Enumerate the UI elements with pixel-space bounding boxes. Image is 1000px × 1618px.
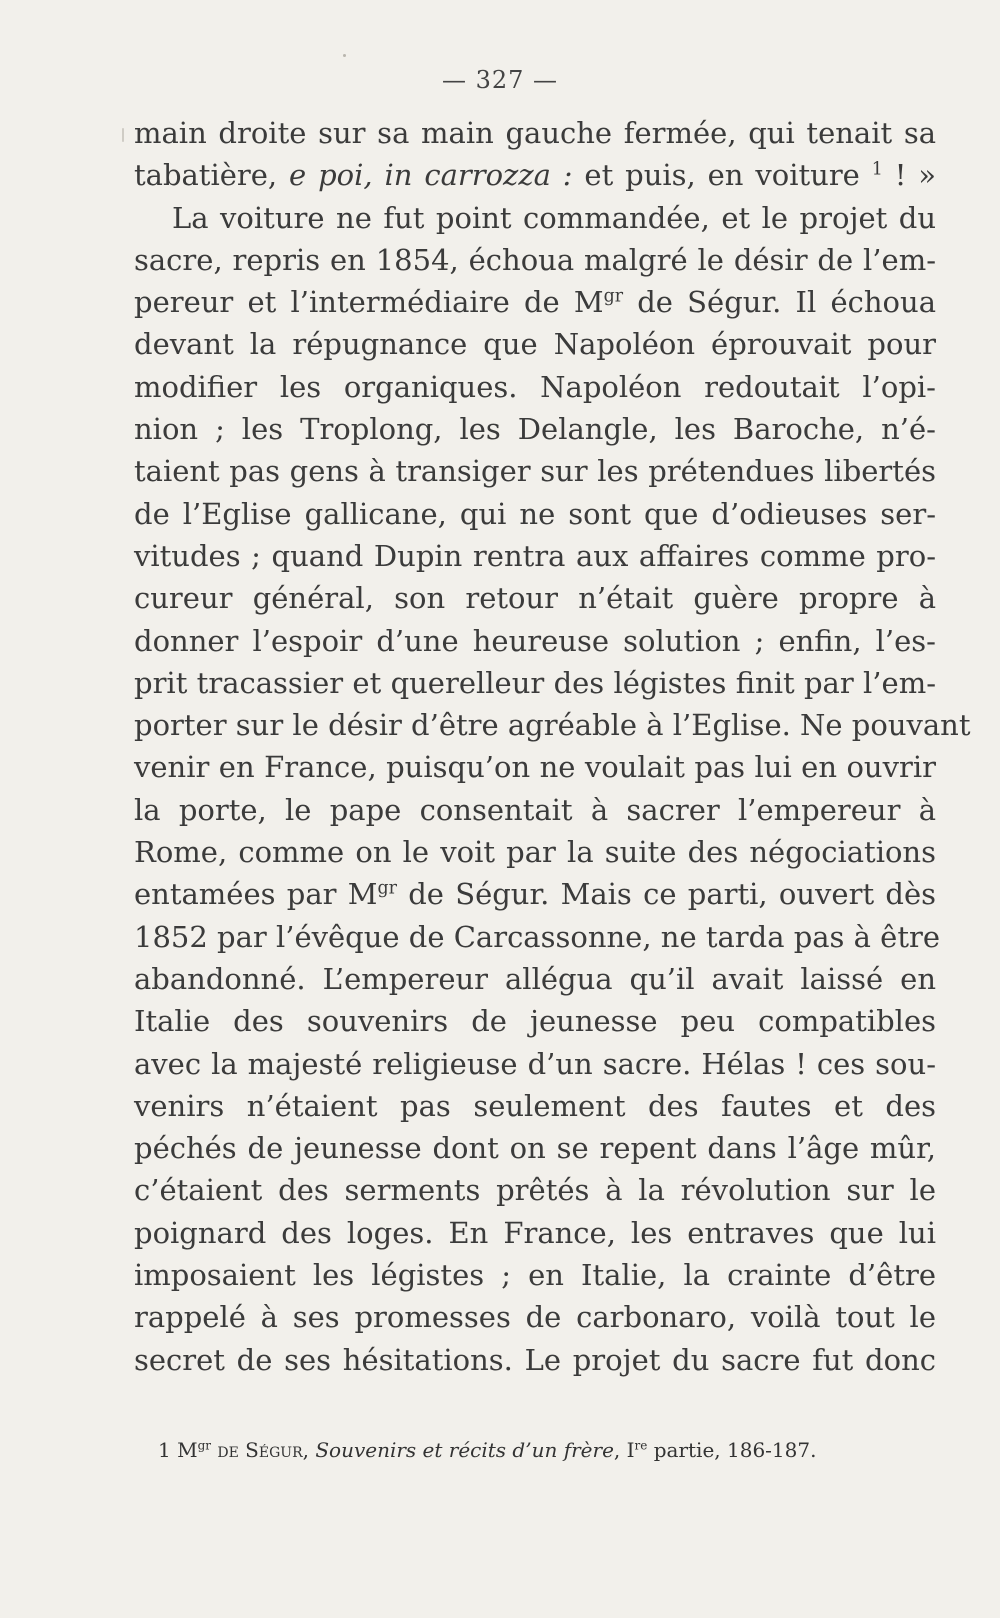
text-line <box>134 408 936 450</box>
text-run: tabatière, <box>134 158 290 193</box>
text-run: Italie des souvenirs de jeunesse peu compatibles <box>134 1004 936 1039</box>
text-line <box>134 323 936 365</box>
text-run: péchés de jeunesse dont on se repent dans l’âge mûr, <box>134 1131 936 1166</box>
text-line <box>134 493 936 535</box>
superscript: gr <box>377 878 397 899</box>
text-run: abandonné. L’empereur allégua qu’il avait laissé en <box>134 961 936 996</box>
text-run: porter sur le désir d’être agréable à l’Eglise. Ne pouvant <box>134 708 971 743</box>
superscript: gr <box>603 286 624 307</box>
paper-speck <box>343 54 346 57</box>
text-run: entamées par M <box>134 877 378 912</box>
text-line <box>134 1212 936 1254</box>
text-run: sacre, repris en 1854, échoua malgré le désir de l’em- <box>134 242 936 277</box>
page-number: — 327 — <box>441 66 559 94</box>
text-run: nion ; les Troplong, les Delangle, les Baroche, n’é- <box>134 412 936 447</box>
text-run: rappelé à ses promesses de carbonaro, voilà tout le <box>134 1300 936 1335</box>
footnote-abbr-sup: gr <box>197 1438 211 1453</box>
text-run: pereur et l’intermédiaire de M <box>134 285 604 320</box>
text-line <box>134 154 936 196</box>
text-run: poignard des loges. En France, les entraves que lui <box>134 1215 936 1250</box>
text-run: main droite sur sa main gauche fermée, qui tenait sa <box>134 116 936 150</box>
text-run: venir en France, puisqu’on ne voulait pas lui en ouvrir <box>134 750 936 785</box>
text-run: vitudes ; quand Dupin rentra aux affaires comme pro- <box>134 538 936 573</box>
footnote-marker: 1 <box>158 1438 171 1462</box>
text-run: ! » <box>882 158 936 193</box>
text-line <box>134 620 936 662</box>
text-run: secret de ses hésitations. Le projet du sacre fut donc <box>134 1342 936 1377</box>
text-line <box>134 1254 936 1296</box>
text-run: La voiture ne fut point commandée, et le projet du <box>172 200 936 235</box>
text-line <box>134 1127 936 1169</box>
footnote-part-sup: re <box>634 1438 648 1453</box>
text-line <box>134 366 936 408</box>
text-line <box>134 958 936 1000</box>
text-line <box>134 1043 936 1085</box>
text-line <box>134 281 936 323</box>
text-line <box>134 1085 936 1127</box>
text-line <box>134 916 941 958</box>
text-line <box>134 1169 936 1211</box>
text-line <box>134 662 936 704</box>
italic-text: e poi, in carrozza : <box>289 158 573 193</box>
text-run: de Ségur. Mais ce parti, ouvert dès <box>396 877 936 912</box>
text-run: la porte, le pape consentait à sacrer l’empereur à <box>134 792 936 827</box>
text-run: taient pas gens à transiger sur les prétendues libertés <box>134 454 936 489</box>
footnote-separator: , <box>302 1438 316 1462</box>
text-run: prit tracassier et querelleur des légistes finit par l’em- <box>134 665 936 700</box>
footnote-part-post: partie, 186-187. <box>647 1438 817 1462</box>
footnote <box>158 1437 918 1463</box>
text-run: de Ségur. Il échoua <box>623 285 936 320</box>
text-line <box>134 873 936 915</box>
text-line <box>134 831 936 873</box>
text-run: c’étaient des serments prêtés à la révolution sur le <box>134 1173 936 1208</box>
text-run: modifier les organiques. Napoléon redoutait l’opi- <box>134 369 936 404</box>
text-run: devant la répugnance que Napoléon éprouvait pour <box>134 327 936 362</box>
text-run: de l’Eglise gallicane, qui ne sont que d’odieuses ser- <box>134 496 936 531</box>
body-text <box>134 112 971 1381</box>
text-line <box>134 197 936 239</box>
footnote-abbr: M <box>177 1438 198 1462</box>
text-line <box>134 704 971 746</box>
text-run: avec la majesté religieuse d’un sacre. Hélas ! ces sou- <box>134 1046 936 1081</box>
text-run: cureur général, son retour n’était guère propre à <box>134 581 936 616</box>
text-run: 1852 par l’évêque de Carcassonne, ne tarda pas à être <box>134 919 941 954</box>
footnote-part-pre: , I <box>613 1438 635 1462</box>
text-run: Rome, comme on le voit par la suite des négociations <box>134 835 936 870</box>
text-line <box>134 746 936 788</box>
text-run: venirs n’étaient pas seulement des fautes et des <box>134 1088 936 1123</box>
text-line <box>134 239 936 281</box>
footnote-author: de Ségur <box>217 1438 303 1462</box>
text-line <box>134 789 936 831</box>
text-run: donner l’espoir d’une heureuse solution ; enfin, l’es- <box>134 623 936 658</box>
text-line <box>134 1339 936 1381</box>
text-line <box>134 1296 936 1338</box>
text-line <box>134 577 936 619</box>
text-line <box>134 1000 936 1042</box>
text-line <box>134 535 936 577</box>
paper-speck <box>122 128 124 142</box>
text-line <box>134 112 936 154</box>
text-run: et puis, en voiture <box>572 158 872 193</box>
text-run: imposaient les légistes ; en Italie, la crainte d’être <box>134 1258 936 1293</box>
superscript: 1 <box>871 159 883 180</box>
footnote-title: Souvenirs et récits d’un frère <box>315 1438 614 1462</box>
text-line <box>134 450 936 492</box>
